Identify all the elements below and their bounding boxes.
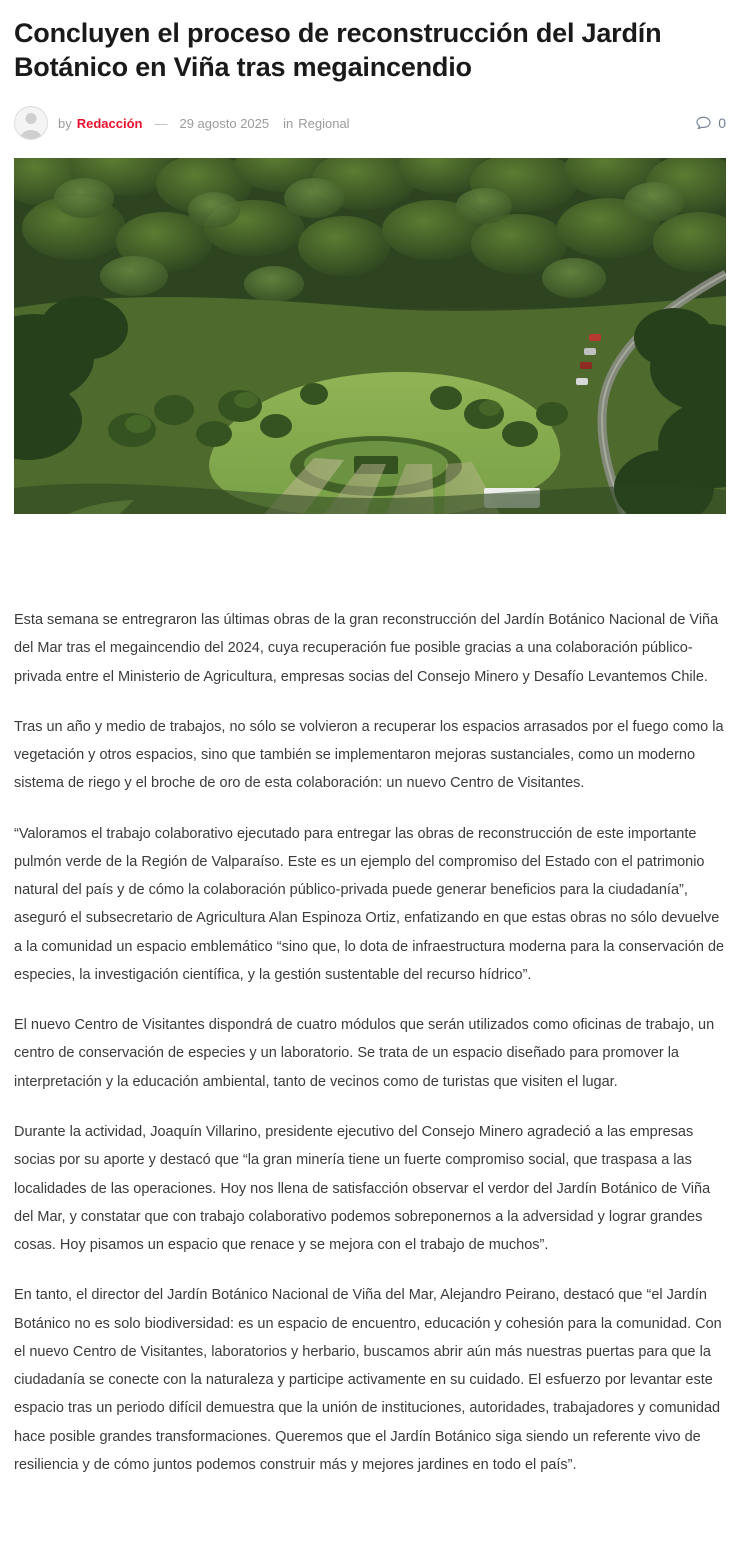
page-title: Concluyen el proceso de reconstrucción del Jardín Botánico en Viña tras megaincendio xyxy=(14,18,662,83)
article-paragraph: El nuevo Centro de Visitantes dispondrá de cuatro módulos que serán utilizados como oficinas de trabajo, un centro de conservación de especies y un laboratorio. Se trata de un espacio diseñado para promover la interpretación y la educación ambiental, tanto de vecinos como de turistas que visiten el lugar. xyxy=(14,1017,715,1090)
hero-image xyxy=(14,158,726,514)
article-paragraph: En tanto, el director del Jardín Botánico Nacional de Viña del Mar, Alejandro Peirano, destacó que “el Jardín Botánico no es solo biodiversidad: es un espacio de encuentro, educación y cohesión para la comunidad. Con el nuevo Centro de Visitantes, laboratorios y herbario, buscamos abrir aún más nuestras puertas para que la ciudadanía se conecte con la naturaleza y participe activamente en su cuidado. El esfuerzo por levantar este espacio tras un periodo difícil demuestra que la unión de instituciones, autoridades, trabajadores y comunidad hace posible grandes transformaciones. Queremos que el Jardín Botánico siga siendo un referente vivo de resiliencia y de cómo juntos podemos construir más y mejores jardines en todo el país”. xyxy=(14,1287,722,1473)
post-date: 29 agosto 2025 xyxy=(179,115,270,131)
comment-count-value: 0 xyxy=(718,115,726,132)
article-paragraph: Esta semana se entregraron las últimas obras de la gran reconstrucción del Jardín Botánico Nacional de Viña del Mar tras el megaincendio del 2024, cuya recuperación fue posible gracias a una colaboración público-privada entre el Ministerio de Agricultura, empresas socias del Consejo Minero y Desafío Levantemos Chile. xyxy=(14,612,719,685)
byline-by-label: by xyxy=(58,115,72,131)
category-in-label: in xyxy=(283,115,294,131)
article-paragraph: “Valoramos el trabajo colaborativo ejecutado para entregar las obras de reconstrucción de este importante pulmón verde de la Región de Valparaíso. Este es un ejemplo del compromiso del Estado con el patrimonio natural del país y de cómo la colaboración público-privada puede generar beneficios para la ciudadanía”, aseguró el subsecretario de Agricultura Alan Espinoza Ortiz, enfatizando en que estas obras no sólo devuelve a la comunidad un espacio emblemático “sino que, lo dota de infraestructura moderna para la conservación de especies, la investigación científica, y la gestión sustentable del recurso hídrico”. xyxy=(14,825,725,983)
author-link[interactable]: Redacción xyxy=(76,115,143,131)
category-link[interactable]: Regional xyxy=(298,115,350,131)
meta-separator: — xyxy=(154,115,168,131)
article-paragraph: Tras un año y medio de trabajos, no sólo se volvieron a recuperar los espacios arrasados por el fuego como la vegetación y otros espacios, sino que también se implementaron mejoras sustanciales, como un moderno sistema de riego y el broche de oro de esta colaboración: un nuevo Centro de Visitantes. xyxy=(14,718,724,792)
byline xyxy=(58,116,142,131)
comment-bubble-icon xyxy=(695,115,712,131)
article-body xyxy=(14,606,726,1479)
avatar xyxy=(14,106,48,140)
article-meta xyxy=(14,106,726,140)
comment-count-link[interactable] xyxy=(695,115,726,131)
article-paragraph: Durante la actividad, Joaquín Villarino, presidente ejecutivo del Consejo Minero agradeció a las empresas socias por su aporte y destacó que “la gran minería tiene un fuerte compromiso social, que traspasa a las localidades de las operaciones. Hoy nos llena de satisfacción observar el verdor del Jardín Botánico de Viña del Mar, y constatar que con trabajo colaborativo podemos sobreponernos a la adversidad y lograr grandes cosas. Hoy pisamos un espacio que renace y se mejora con el trabajo de muchos”. xyxy=(14,1124,711,1254)
